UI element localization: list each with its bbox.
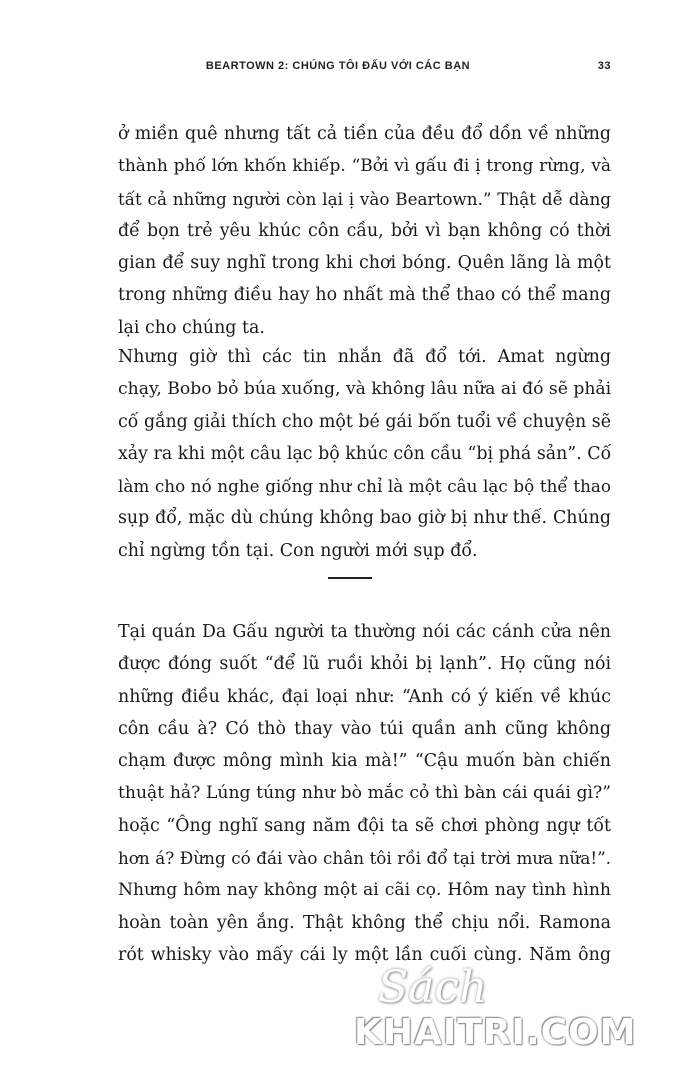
paragraph-line: làm cho nó nghe giống như chỉ là một câu lạc bộ thể thao [118,476,611,497]
running-header [118,60,611,80]
paragraph-3 [118,616,611,971]
paragraph-line: Nhưng hôm nay không một ai cãi cọ. Hôm nay tình hình [118,880,611,901]
paragraph-line: gian để suy nghĩ trong khi chơi bóng. Quên lãng là một [118,253,611,274]
running-head-title: BEARTOWN 2: CHÚNG TÔI ĐẤU VỚI CÁC BẠN [205,60,471,72]
watermark-script-text: Sách [378,962,488,1013]
watermark-logo [350,962,690,1072]
paragraph-line: thành phố lớn khốn khiếp. “Bởi vì gấu đi ị trong rừng, và [118,156,611,177]
paragraph-line: lại cho chúng ta. [118,317,265,338]
paragraph-line: ở miền quê nhưng tất cả tiền của đều đổ dồn về những [118,124,611,144]
paragraph-line: được đóng suốt “để lũ ruồi khỏi bị lạnh”. Họ cũng nói [118,654,611,675]
paragraph-line: côn cầu à? Có thò thay vào túi quần anh cũng không [118,718,611,739]
paragraph-line: chỉ ngừng tồn tại. Con người mới sụp đổ. [118,540,478,561]
paragraph-line: xảy ra khi một câu lạc bộ khúc côn cầu “bị phá sản”. Cố [118,443,612,464]
paragraph-line: trong những điều hay ho nhất mà thể thao có thể mang [118,285,611,306]
paragraph-line: sụp đổ, mặc dù chúng không bao giờ bị như thế. Chúng [118,508,611,529]
paragraph-line: chạm được mông mình kia mà!” “Cậu muốn bàn chiến [118,751,611,772]
paragraph-line: chạy, Bobo bỏ búa xuống, và không lâu nữa ai đó sẽ phải [118,379,612,400]
paragraph-line: Nhưng giờ thì các tin nhắn đã đổ tới. Amat ngừng [118,347,611,367]
watermark-brand-text: KHAITRI.COM [354,1012,637,1053]
page-number: 33 [597,60,611,72]
paragraph-line: hoặc “Ông nghĩ sang năm đội ta sẽ chơi phòng ngự tốt [118,815,611,836]
section-break-rule [328,577,372,579]
paragraph-line: hoàn toàn yên ắng. Thật không thể chịu nổi. Ramona [118,912,611,933]
paragraph-line: thuật hả? Lúng túng như bò mắc cỏ thì bàn cái quái gì?” [118,783,611,804]
paragraph-line: cố gắng giải thích cho một bé gái bốn tuổi về chuyện sẽ [118,411,611,432]
paragraph-line: để bọn trẻ yêu khúc côn cầu, bởi vì bạn không có thời [118,220,611,241]
paragraph-line: Tại quán Da Gấu người ta thường nói các cánh cửa nên [118,622,611,642]
paragraph-2 [118,341,611,567]
paragraph-line: tất cả những người còn lại ị vào Beartown.” Thật dễ dàng [118,188,611,209]
paragraph-1 [118,118,611,344]
paragraph-line: hơn á? Đừng có đái vào chân tôi rồi đổ tại trời mưa nữa!”. [118,848,611,869]
paragraph-line: rót whisky vào mấy cái ly một lần cuối cùng. Năm ông [118,944,611,965]
paragraph-line: những điều khác, đại loại như: “Anh có ý kiến về khúc [118,686,611,707]
